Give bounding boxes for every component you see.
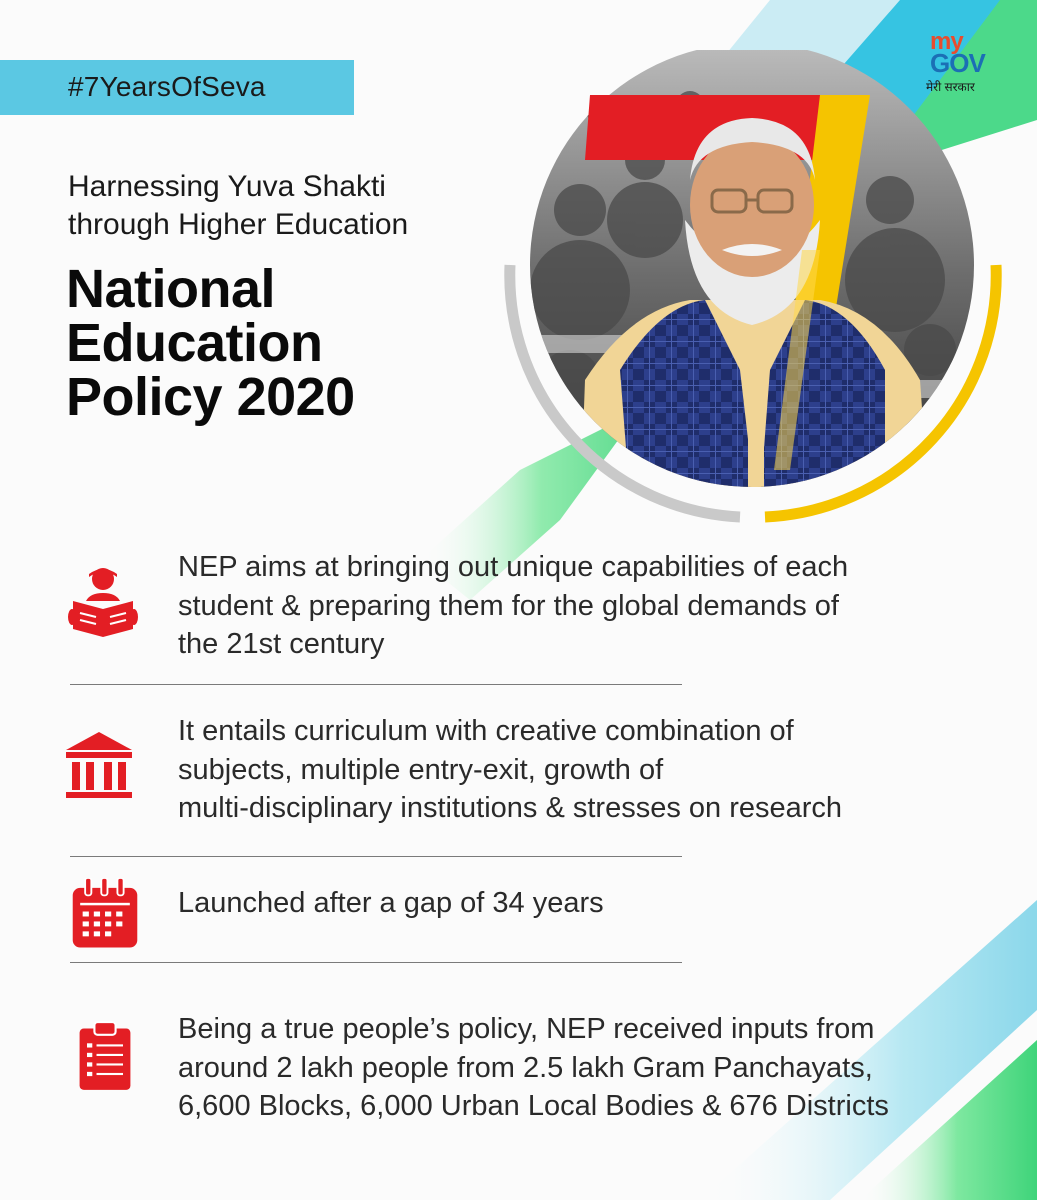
title-line-2: Education	[66, 313, 323, 373]
item-1-line-3: the 21st century	[178, 628, 385, 660]
subtitle	[68, 168, 508, 244]
calendar-icon	[70, 878, 140, 950]
institution-building-icon	[64, 732, 134, 804]
item-3-text	[178, 884, 998, 923]
divider-3	[70, 962, 682, 963]
item-4-line-1: Being a true people’s policy, NEP received inputs from	[178, 1013, 875, 1045]
subtitle-line-1: Harnessing Yuva Shakti	[68, 170, 386, 203]
divider-2	[70, 856, 682, 857]
student-reading-icon	[68, 565, 138, 637]
logo-my-text: my	[930, 28, 963, 55]
item-2-line-3: multi-disciplinary institutions & stresses on research	[178, 792, 843, 824]
item-4-line-3: 6,600 Blocks, 6,000 Urban Local Bodies & 676 Districts	[178, 1090, 889, 1122]
item-3-line-1: Launched after a gap of 34 years	[178, 887, 604, 919]
subtitle-line-2: through Higher Education	[68, 208, 409, 241]
item-1-line-1: NEP aims at bringing out unique capabilities of each	[178, 551, 849, 583]
hashtag-label: #7YearsOfSeva	[68, 71, 266, 102]
divider-1	[70, 684, 682, 685]
title-line-3: Policy 2020	[66, 367, 355, 427]
item-1-line-2: student & preparing them for the global demands of	[178, 589, 839, 622]
item-2-line-1: It entails curriculum with creative combination of	[178, 715, 794, 747]
page-title	[66, 259, 506, 427]
logo-gov-text: GOV	[930, 48, 985, 78]
clipboard-list-icon	[70, 1020, 140, 1092]
title-line-1: National	[66, 259, 276, 319]
item-2-line-2: subjects, multiple entry-exit, growth of	[178, 753, 664, 786]
item-4-text	[178, 1010, 998, 1126]
logo-tagline: मेरी सरकार	[926, 80, 975, 94]
item-2-text	[178, 712, 998, 828]
item-4-line-2: around 2 lakh people from 2.5 lakh Gram Panchayats,	[178, 1051, 873, 1084]
portrait-emblem	[490, 50, 1010, 530]
item-1-text	[178, 548, 998, 664]
